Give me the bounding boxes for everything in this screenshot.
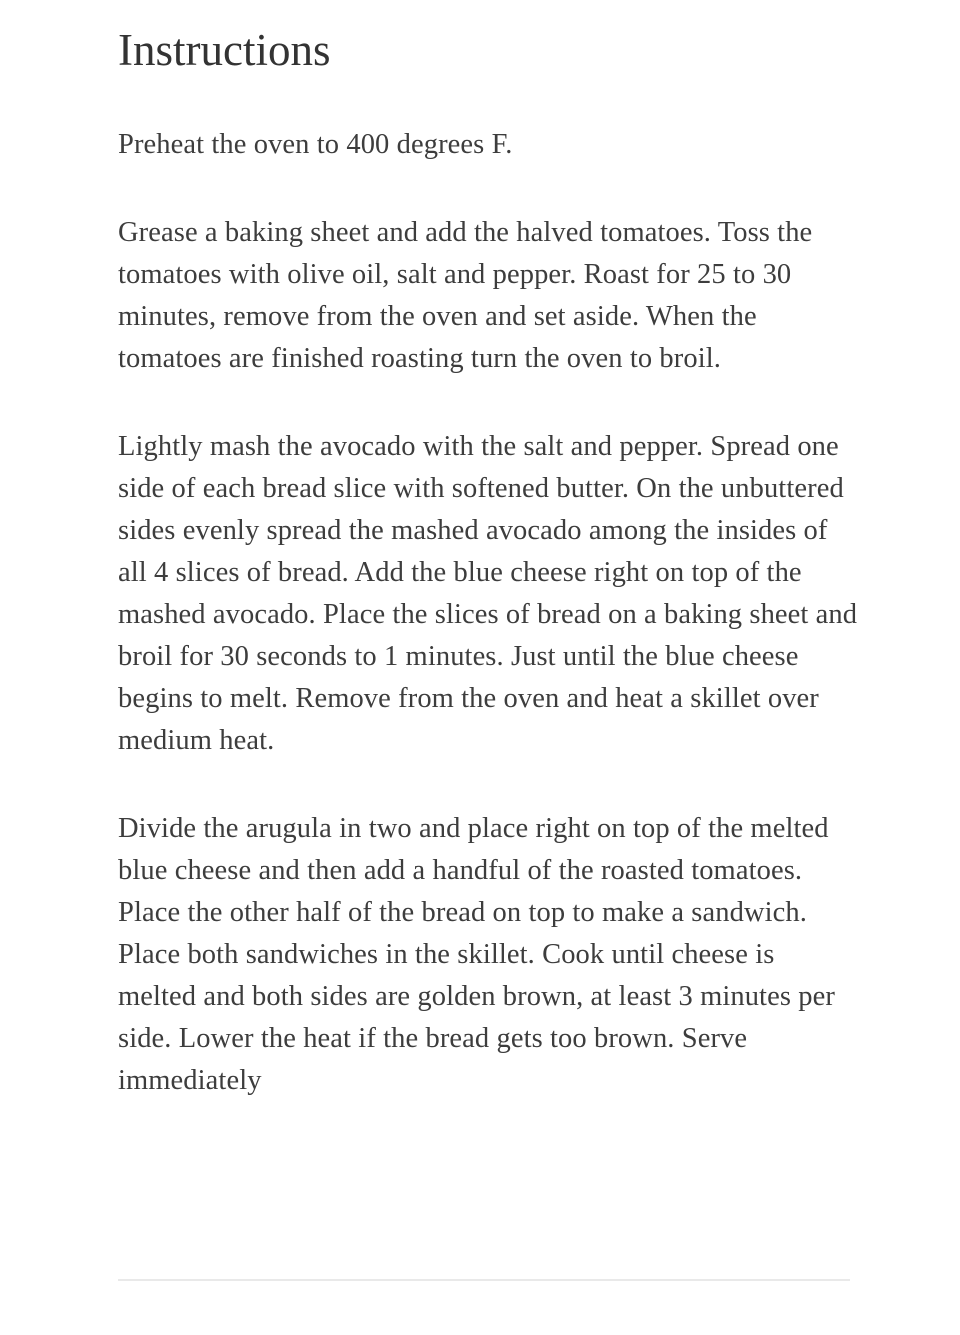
instruction-step-4: Divide the arugula in two and place right on top of the melted blue cheese and then add a handful of the roasted tomatoes. Place the other half of the bread on top to make a sandwich. Place both sandwiches in the skillet. Cook until cheese is melted and both sides are golden brown, at least 3 minutes per side. Lower the heat if the bread gets too brown. Serve immediately xyxy=(118,813,835,1096)
instruction-steps xyxy=(118,124,858,1102)
instruction-step-3: Lightly mash the avocado with the salt and pepper. Spread one side of each bread slice with softened butter. On the unbuttered sides evenly spread the mashed avocado among the insides of all 4 slices of bread. Add the blue cheese right on top of the mashed avocado. Place the slices of bread on a baking sheet and broil for 30 seconds to 1 minutes. Just until the blue cheese begins to melt. Remove from the oven and heat a skillet over medium heat. xyxy=(118,431,858,756)
instructions-heading: Instructions xyxy=(118,25,331,75)
instructions-section xyxy=(118,18,858,1148)
instruction-step-1: Preheat the oven to 400 degrees F. xyxy=(118,129,513,160)
section-divider xyxy=(118,1279,850,1281)
instruction-step-2: Grease a baking sheet and add the halved tomatoes. Toss the tomatoes with olive oil, salt and pepper. Roast for 25 to 30 minutes, remove from the oven and set aside. When the tomatoes are finished roasting turn the oven to broil. xyxy=(118,217,813,374)
